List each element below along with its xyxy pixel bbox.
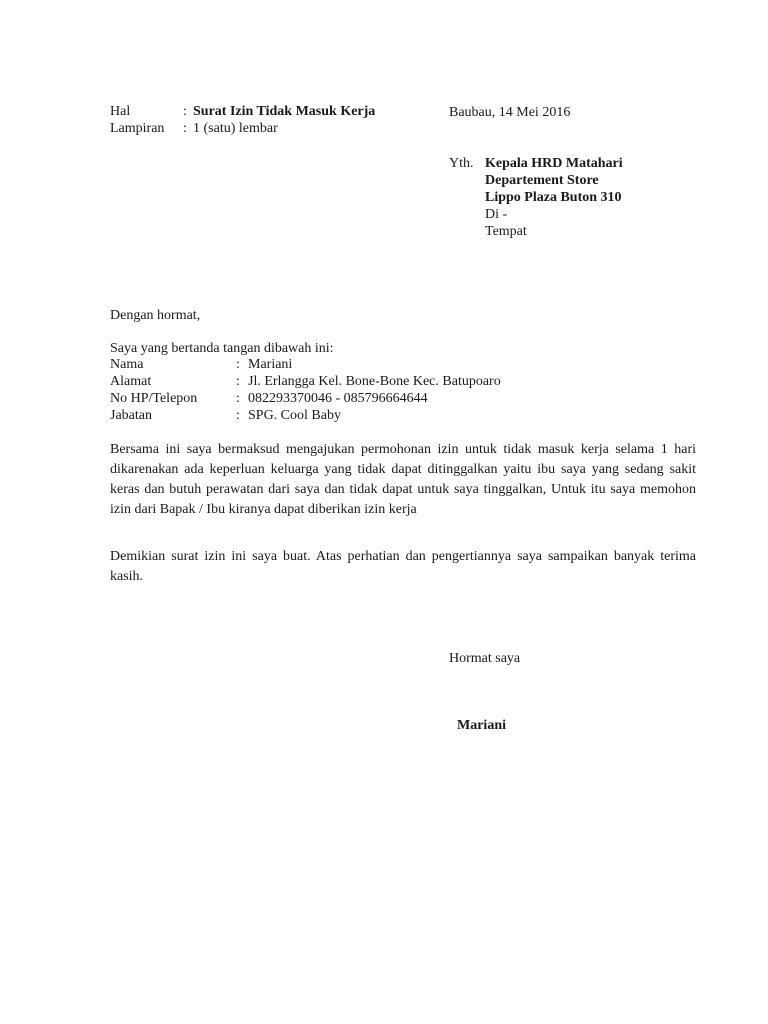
greeting: Dengan hormat, (110, 308, 201, 323)
field-row-alamat (110, 374, 710, 391)
closing-salutation: Hormat saya (449, 651, 521, 666)
field-label: Alamat (110, 374, 152, 389)
field-row-nama (110, 357, 710, 374)
recipient-prefix: Yth. (449, 156, 474, 171)
field-row-telepon (110, 391, 710, 408)
field-value: 082293370046 - 085796664644 (248, 391, 428, 406)
lampiran-colon: : (183, 121, 187, 136)
field-label: Jabatan (110, 408, 152, 423)
field-value: SPG. Cool Baby (248, 408, 341, 423)
field-colon: : (236, 357, 240, 372)
recipient-line-2: Departement Store (485, 173, 599, 188)
intro-text: Saya yang bertanda tangan dibawah ini: (110, 341, 334, 356)
recipient-line-1: Kepala HRD Matahari (485, 156, 623, 171)
place-date: Baubau, 14 Mei 2016 (449, 105, 571, 120)
lampiran-value: 1 (satu) lembar (193, 121, 278, 136)
field-colon: : (236, 374, 240, 389)
signer-name: Mariani (457, 718, 506, 733)
field-label: Nama (110, 357, 144, 372)
hal-colon: : (183, 104, 187, 119)
field-value: Jl. Erlangga Kel. Bone-Bone Kec. Batupoaro (248, 374, 501, 389)
lampiran-row (110, 121, 430, 138)
field-row-jabatan (110, 408, 710, 425)
field-label: No HP/Telepon (110, 391, 198, 406)
hal-label: Hal (110, 104, 131, 119)
lampiran-label: Lampiran (110, 121, 165, 136)
body-paragraph-1: Bersama ini saya bermaksud mengajukan permohonan izin untuk tidak masuk kerja selama 1 hari dikarenakan ada keperluan keluarga yang tidak dapat ditinggalkan yaitu ibu saya yang sedang sakit keras dan butuh perawatan dari saya dan tidak dapat untuk saya tinggalkan, Untuk itu saya memohon izin dari Bapak / Ibu kiranya dapat diberikan izin kerja (110, 442, 696, 517)
field-value: Mariani (248, 357, 293, 372)
field-colon: : (236, 408, 240, 423)
recipient-line-4: Di - (485, 207, 508, 222)
body-paragraph-2: Demikian surat izin ini saya buat. Atas perhatian dan pengertiannya saya sampaikan banyak terima kasih. (110, 549, 696, 584)
hal-row (110, 104, 430, 121)
hal-value: Surat Izin Tidak Masuk Kerja (193, 104, 376, 119)
recipient-line-3: Lippo Plaza Buton 310 (485, 190, 622, 205)
field-colon: : (236, 391, 240, 406)
recipient-line-5: Tempat (485, 224, 527, 239)
